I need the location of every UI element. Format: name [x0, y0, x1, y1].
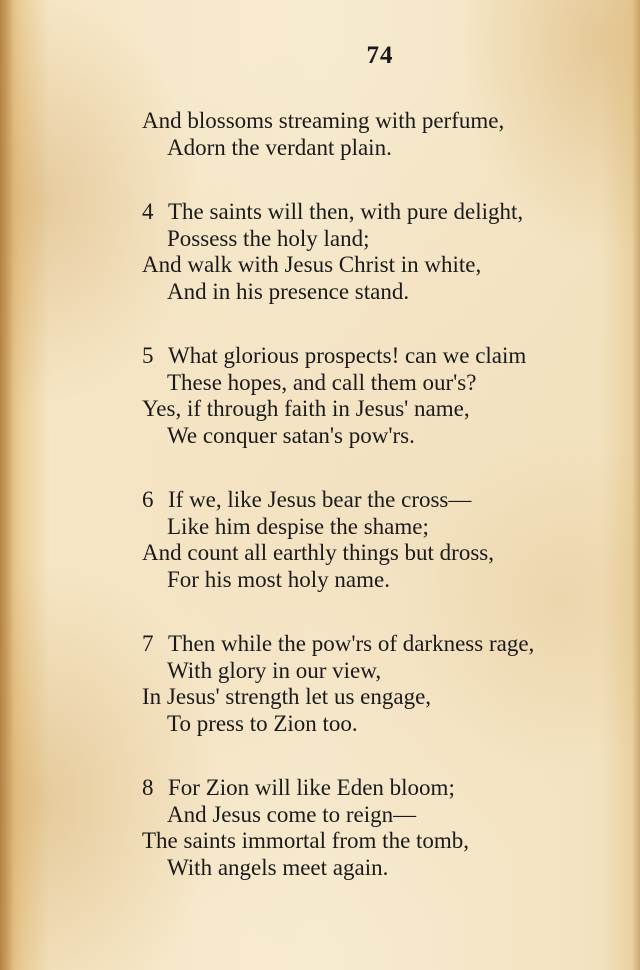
- verse-line-numbered: [142, 775, 622, 802]
- stanza-number: 6: [142, 487, 154, 512]
- page-edge-shadow-right: [632, 0, 640, 970]
- verse-line: And walk with Jesus Christ in white,: [142, 252, 482, 277]
- verse-line: The saints immortal from the tomb,: [142, 828, 470, 853]
- verse-line: Yes, if through faith in Jesus' name,: [142, 396, 470, 421]
- verse-line-text: The saints will then, with pure delight,: [168, 199, 524, 224]
- verse-line: And count all earthly things but dross,: [142, 540, 494, 565]
- verse-line: And blossoms streaming with perfume,: [142, 108, 505, 133]
- verse-line: We conquer satan's pow'rs.: [167, 422, 415, 448]
- verse-line-text: For Zion will like Eden bloom;: [168, 775, 455, 800]
- verse-line: Possess the holy land;: [167, 225, 370, 251]
- verse-line-text: Then while the pow'rs of darkness rage,: [168, 631, 535, 656]
- verse-line: With angels meet again.: [167, 854, 389, 880]
- stanza-7: [142, 631, 622, 737]
- verse-line: In Jesus' strength let us engage,: [142, 684, 432, 709]
- verse-line-numbered: [142, 487, 622, 514]
- verse-line: These hopes, and call them our's?: [167, 369, 477, 395]
- verse-line: To press to Zion too.: [167, 710, 358, 736]
- stanza-number: 7: [142, 631, 154, 656]
- stanza-6: [142, 487, 622, 593]
- verse-line: And in his presence stand.: [167, 278, 410, 304]
- stanza-number: 8: [142, 775, 154, 800]
- stanza-continuation: [142, 108, 622, 161]
- verse-line: Adorn the verdant plain.: [167, 134, 392, 160]
- page-number: 74: [366, 42, 394, 69]
- verse-line-numbered: [142, 631, 622, 658]
- verse-line-text: What glorious prospects! can we claim: [168, 343, 527, 368]
- verse-line: With glory in our view,: [167, 657, 382, 683]
- verse-line: For his most holy name.: [167, 566, 390, 592]
- verse-line-text: If we, like Jesus bear the cross—: [168, 487, 472, 512]
- stanza-number: 4: [142, 199, 154, 224]
- stanza-4: [142, 199, 622, 305]
- stanza-8: [142, 775, 622, 881]
- hymn-verses: [142, 108, 622, 919]
- verse-line-numbered: [142, 199, 622, 226]
- stanza-5: [142, 343, 622, 449]
- verse-line: And Jesus come to reign—: [167, 801, 417, 827]
- verse-line-numbered: [142, 343, 622, 370]
- stanza-number: 5: [142, 343, 154, 368]
- verse-line: Like him despise the shame;: [167, 513, 429, 539]
- page-edge-shadow-left: [0, 0, 14, 970]
